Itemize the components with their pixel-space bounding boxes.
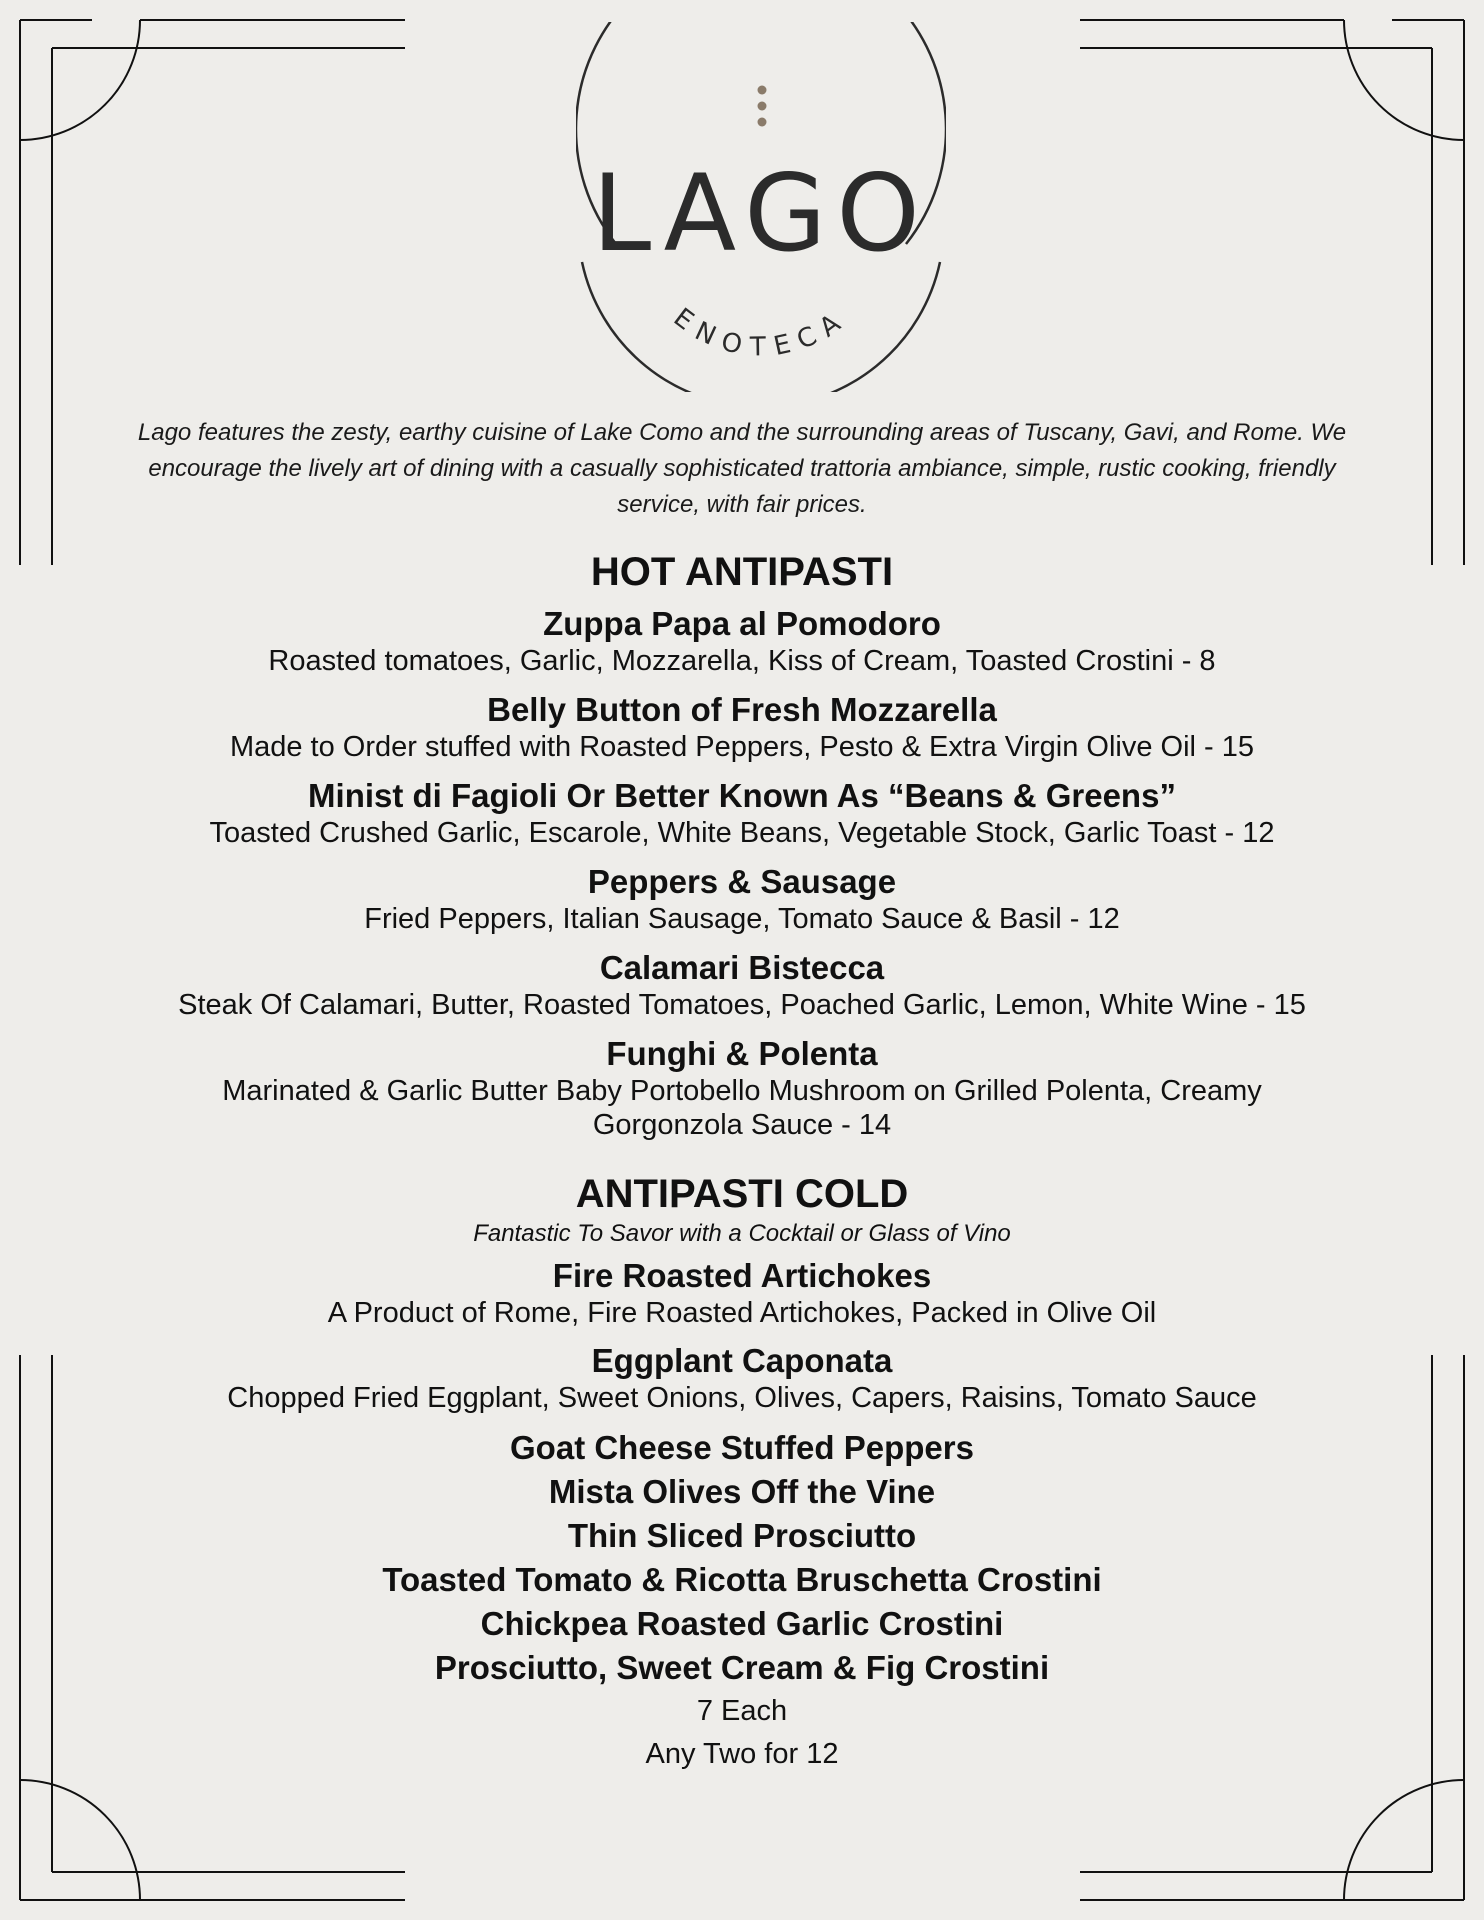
section-subtitle: Fantastic To Savor with a Cocktail or Glass of Vino xyxy=(473,1220,1011,1247)
antipasti-cold-section xyxy=(0,1170,1484,1776)
menu-item xyxy=(0,1034,1484,1142)
logo-wordmark: LAGO xyxy=(592,152,930,275)
price-each: 7 Each xyxy=(696,1695,788,1727)
menu-content xyxy=(0,548,1484,1776)
menu-item xyxy=(0,776,1484,850)
item-description: Made to Order stuffed with Roasted Peppers, Pesto & Extra Virgin Olive Oil - 15 xyxy=(229,731,1255,763)
item-name: Calamari Bistecca xyxy=(599,949,885,986)
item-name: Zuppa Papa al Pomodoro xyxy=(543,605,941,642)
menu-item xyxy=(0,1341,1484,1415)
item-name: Peppers & Sausage xyxy=(587,863,897,900)
item-name: Fire Roasted Artichokes xyxy=(552,1257,932,1294)
section-title: HOT ANTIPASTI xyxy=(590,550,894,594)
svg-text:ENOTECA xyxy=(668,303,854,363)
crostini-item: Thin Sliced Prosciutto xyxy=(567,1517,917,1554)
logo xyxy=(576,22,946,392)
item-description: Toasted Crushed Garlic, Escarole, White Beans, Vegetable Stock, Garlic Toast - 12 xyxy=(209,817,1275,849)
crostini-item: Toasted Tomato & Ricotta Bruschetta Crostini xyxy=(382,1561,1102,1598)
item-description: Fried Peppers, Italian Sausage, Tomato Sauce & Basil - 12 xyxy=(364,903,1120,935)
intro-text: Lago features the zesty, earthy cuisine of Lake Como and the surrounding areas of Tuscany, Gavi, and Rome. We encourage the lively art of dining with a casually sophisticated trattoria ambiance, simple, rustic cooking, friendly service, with fair prices. xyxy=(137,419,1347,518)
crostini-item: Chickpea Roasted Garlic Crostini xyxy=(480,1605,1004,1642)
item-name: Eggplant Caponata xyxy=(591,1342,893,1379)
hot-antipasti-section xyxy=(0,548,1484,1142)
item-name: Belly Button of Fresh Mozzarella xyxy=(487,691,997,728)
logo-subtitle-text: ENOTECA xyxy=(667,302,855,363)
item-description: Chopped Fried Eggplant, Sweet Onions, Olives, Capers, Raisins, Tomato Sauce xyxy=(227,1382,1257,1414)
logo-subtitle xyxy=(576,22,946,392)
menu-item xyxy=(0,1256,1484,1330)
item-description: A Product of Rome, Fire Roasted Artichokes, Packed in Olive Oil xyxy=(327,1297,1157,1329)
item-name: Funghi & Polenta xyxy=(606,1035,878,1072)
item-description: Roasted tomatoes, Garlic, Mozzarella, Kiss of Cream, Toasted Crostini - 8 xyxy=(268,645,1216,677)
section-title: ANTIPASTI COLD xyxy=(575,1172,909,1216)
crostini-item: Goat Cheese Stuffed Peppers xyxy=(510,1429,974,1466)
menu-item xyxy=(0,690,1484,764)
item-description: Steak Of Calamari, Butter, Roasted Tomatoes, Poached Garlic, Lemon, White Wine - 15 xyxy=(178,989,1306,1021)
item-name: Minist di Fagioli Or Better Known As “Beans & Greens” xyxy=(308,777,1176,814)
crostini-item: Prosciutto, Sweet Cream & Fig Crostini xyxy=(434,1649,1050,1686)
menu-item xyxy=(0,862,1484,936)
price-any-two: Any Two for 12 xyxy=(645,1738,839,1770)
crostini-item: Mista Olives Off the Vine xyxy=(548,1473,936,1510)
item-description: Marinated & Garlic Butter Baby Portobello Mushroom on Grilled Polenta, Creamy Gorgonzola Sauce - 14 xyxy=(222,1075,1262,1141)
menu-item xyxy=(0,604,1484,678)
menu-item xyxy=(0,948,1484,1022)
